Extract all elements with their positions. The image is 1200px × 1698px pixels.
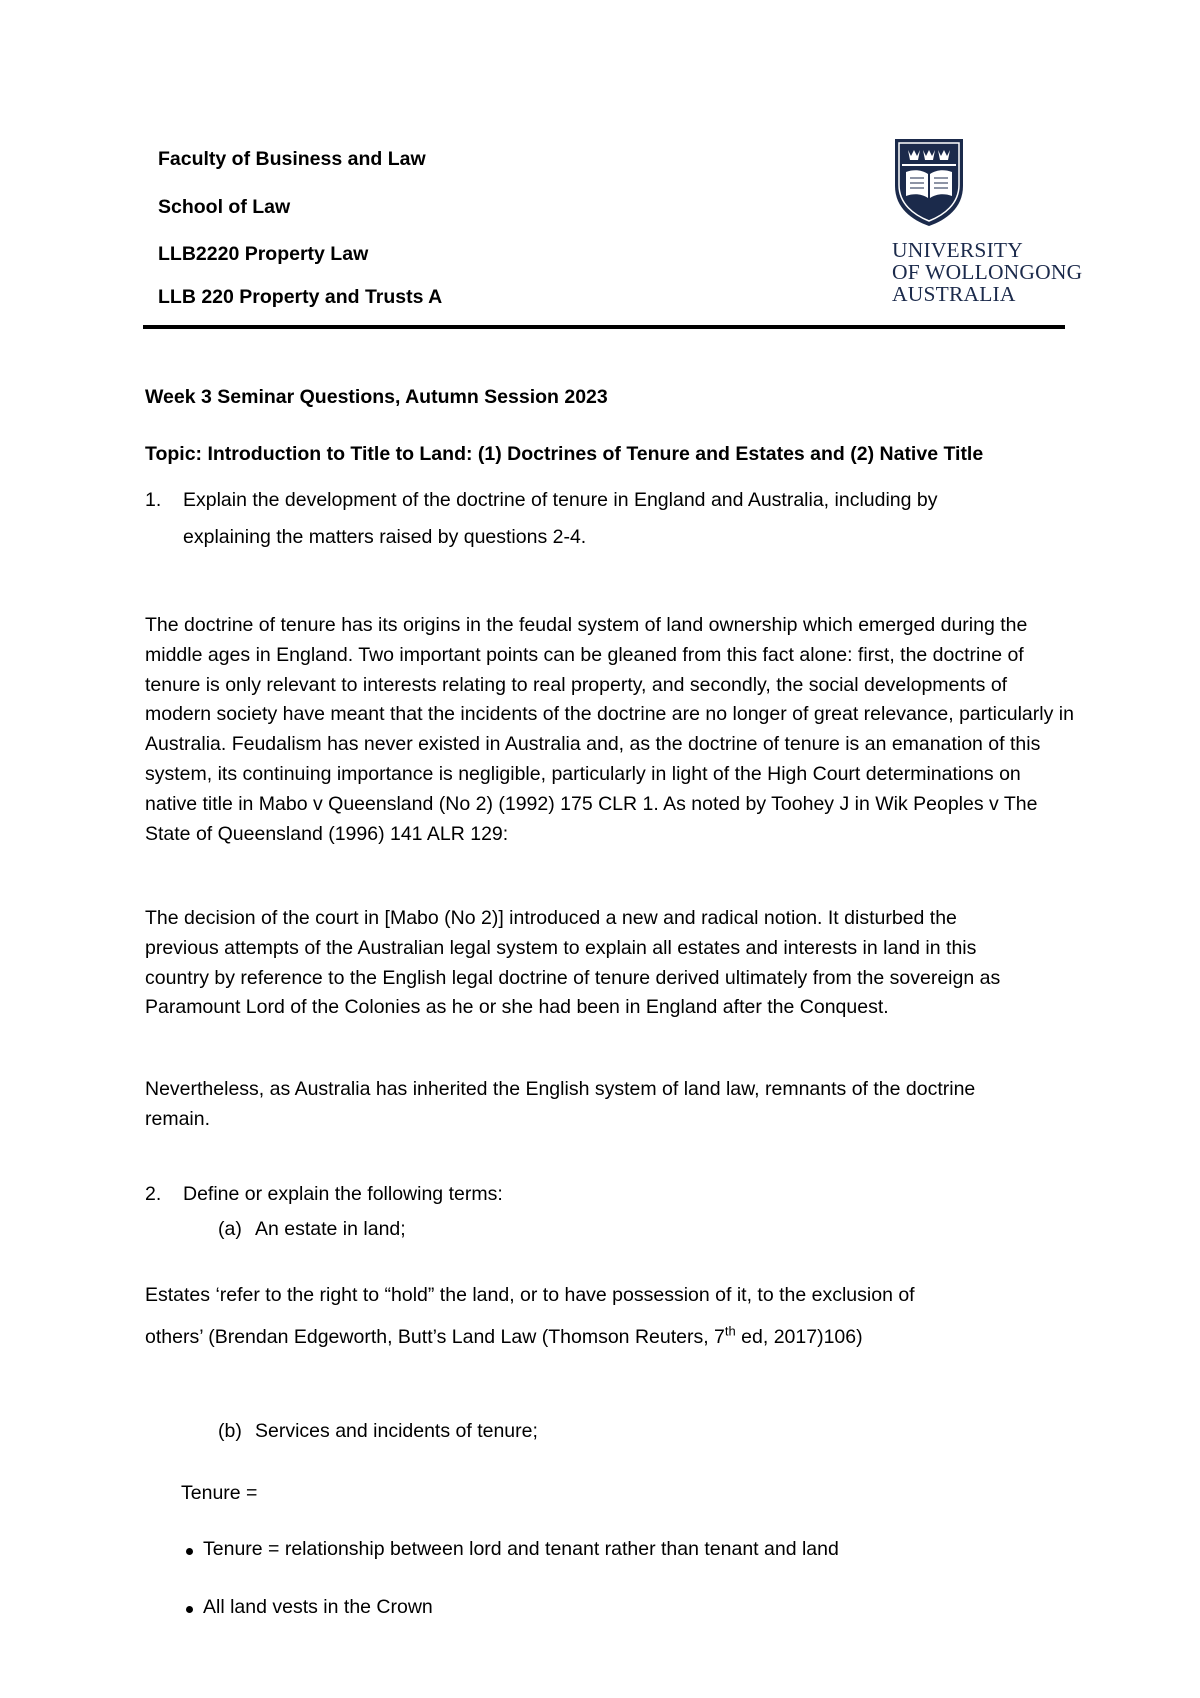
logo-text-university: UNIVERSITY [892,238,1023,262]
question-2b-text: Services and incidents of tenure; [255,1420,538,1442]
question-2a-label: (a) [218,1218,242,1240]
university-logo [892,136,1112,306]
subject-code-2: LLB 220 Property and Trusts A [158,286,443,308]
bullet-icon [186,1606,193,1613]
answer-paragraph-1: The doctrine of tenure has its origins in the feudal system of land ownership which emerged during the middle ages in England. Two important points can be gleaned from this fact alone: first, the doctrine of tenure is only relevant to interests relating to real property, and secondly, the social developments of modern society have meant that the incidents of the doctrine are no longer of great relevance, particularly in Australia. Feudalism has never existed in Australia and, as the doctrine of tenure is an emanation of this system, its continuing importance is negligible, particularly in light of the High Court determinations on native title in Mabo v Queensland (No 2) (1992) 175 CLR 1. As noted by Toohey J in Wik Peoples v The State of Queensland (1996) 141 ALR 129: [145,614,1074,845]
answer-paragraph-2: Nevertheless, as Australia has inherited the English system of land law, remnants of the doctrine remain. [145,1078,976,1130]
question-2-number: 2. [145,1183,162,1205]
question-2b-label: (b) [218,1420,242,1442]
logo-text-australia: AUSTRALIA [892,282,1016,306]
quote-block: The decision of the court in [Mabo (No 2)] introduced a new and radical notion. It disturbed the previous attempts of the Australian legal system to explain all estates and interests in land in this country by reference to the English legal doctrine of tenure derived ultimately from the sovereign as Paramount Lord of the Colonies as he or she had been in England after the Conquest. [145,907,1001,1019]
bullet-item: Tenure = relationship between lord and tenant rather than tenant and land [203,1538,839,1560]
estates-line-1: Estates ‘refer to the right to “hold” the land, or to have possession of it, to the exclusion of [145,1284,915,1306]
crest-icon [892,136,966,228]
estates-line-2-tail: ed, 2017)106) [735,1326,863,1348]
faculty-heading: Faculty of Business and Law [158,148,426,170]
question-2a-text: An estate in land; [255,1218,406,1240]
edition-superscript: th [724,1323,736,1339]
tenure-label: Tenure = [181,1482,258,1504]
bullet-icon [186,1548,193,1555]
estates-line-2-text: others’ (Brendan Edgeworth, Butt’s Land Law (Thomson Reuters, 7 [145,1326,725,1348]
question-1-line-2: explaining the matters raised by questions 2-4. [183,526,587,548]
subject-code-1: LLB2220 Property Law [158,243,369,265]
estates-line-2 [145,1323,863,1349]
question-1-line-1: Explain the development of the doctrine of tenure in England and Australia, including by [183,489,938,511]
school-heading: School of Law [158,196,291,218]
header-divider [143,325,1065,329]
bullet-item: All land vests in the Crown [203,1596,433,1618]
logo-text-wollongong: OF WOLLONGONG [892,260,1083,284]
question-2-text: Define or explain the following terms: [183,1183,503,1205]
topic-heading: Topic: Introduction to Title to Land: (1) Doctrines of Tenure and Estates and (2) Native Title [145,443,984,465]
question-1-number: 1. [145,489,162,511]
seminar-title: Week 3 Seminar Questions, Autumn Session 2023 [145,386,608,408]
